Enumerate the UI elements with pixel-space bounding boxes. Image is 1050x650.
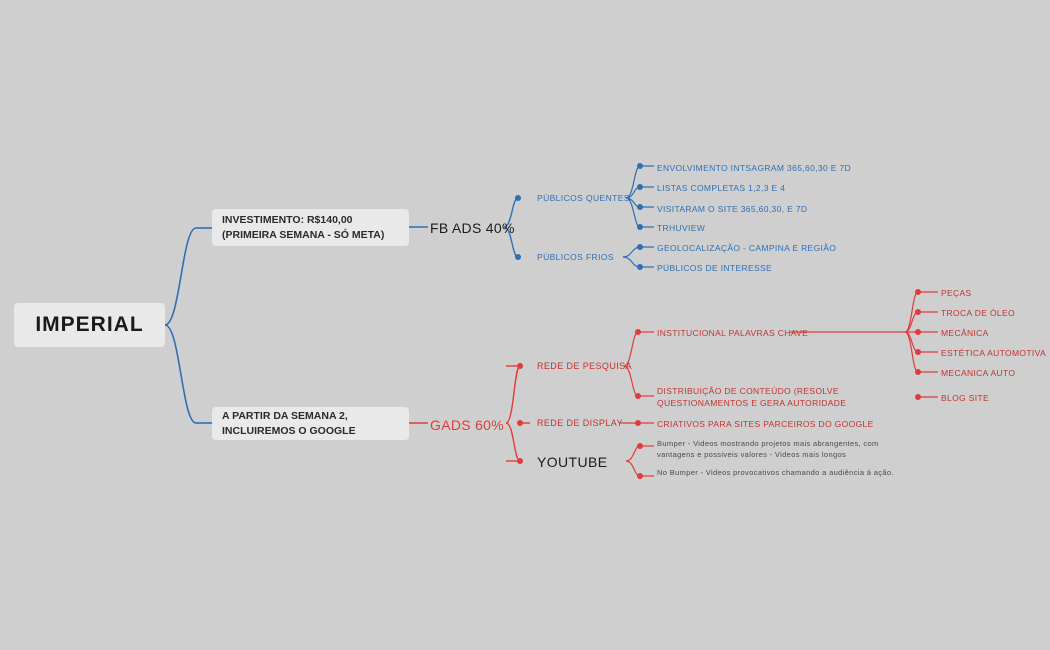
branch-node-investimento[interactable]: [212, 209, 409, 246]
leaf-node[interactable]: LISTAS COMPLETAS 1,2,3 E 4: [657, 183, 786, 193]
connector-dot: [637, 473, 643, 479]
node-gads-label: GADS 60%: [430, 417, 504, 433]
connector-dot: [517, 420, 523, 426]
node-publicos-quentes-label: PÚBLICOS QUENTES: [537, 193, 630, 203]
connector-dot: [515, 195, 521, 201]
root-node-label: IMPERIAL: [35, 313, 144, 336]
leaf-node[interactable]: ENVOLVIMENTO INTSAGRAM 365,60,30 E 7D: [657, 163, 852, 173]
leaf-node[interactable]: PEÇAS: [941, 288, 972, 298]
connector-dot: [635, 329, 641, 335]
leaf-node[interactable]: PÚBLICOS DE INTERESSE: [657, 263, 773, 273]
node-rede-de-pesquisa-label: REDE DE PESQUISA: [537, 361, 632, 371]
connector-dot: [637, 264, 643, 270]
connector-dot: [637, 163, 643, 169]
node-rede-de-pesquisa[interactable]: [537, 361, 632, 371]
node-publicos-frios[interactable]: [537, 252, 614, 262]
leaf-node[interactable]: VISITARAM O SITE 365,60,30, E 7D: [657, 204, 808, 214]
connector-dot: [915, 329, 921, 335]
connector-dot: [637, 443, 643, 449]
leaf-node[interactable]: GEOLOCALIZAÇÃO - CAMPINA E REGIÃO: [657, 243, 837, 253]
connector-dot: [637, 184, 643, 190]
connector-dot: [915, 369, 921, 375]
connector-dot: [637, 244, 643, 250]
leaf-node[interactable]: INSTITUCIONAL PALAVRAS CHAVE: [657, 328, 809, 338]
node-fb-ads[interactable]: [430, 220, 515, 236]
node-rede-de-display-label: REDE DE DISPLAY: [537, 418, 623, 428]
branch-node-google-label: A PARTIR DA SEMANA 2, INCLUIREMOS O GOOGLE: [222, 410, 356, 437]
branch-node-google[interactable]: [212, 407, 409, 440]
connector-dot: [915, 349, 921, 355]
leaf-node[interactable]: Bumper - Videos mostrando projetos mais abrangentes, com vantagens e possiveis valores - Videos mais longos: [657, 439, 879, 459]
connector-dot: [635, 420, 641, 426]
node-publicos-quentes[interactable]: [537, 193, 630, 203]
node-rede-de-display[interactable]: [537, 418, 623, 428]
leaf-node[interactable]: ESTÉTICA AUTOMOTIVA: [941, 348, 1047, 358]
leaf-node[interactable]: BLOG SITE: [941, 393, 990, 403]
leaf-node[interactable]: DISTRIBUIÇÃO DE CONTEÚDO (RESOLVE QUESTIONAMENTOS E GERA AUTORIDADE: [657, 386, 847, 409]
leaf-node[interactable]: MECÂNICA: [941, 328, 989, 338]
connector-dot: [515, 254, 521, 260]
node-fb-ads-label: FB ADS 40%: [430, 220, 515, 236]
connector-dot: [915, 289, 921, 295]
node-youtube[interactable]: [537, 454, 607, 470]
connector-dot: [517, 458, 523, 464]
connector-dot: [637, 204, 643, 210]
leaf-node[interactable]: No Bumper - Videos provocativos chamando a audiência á ação.: [657, 468, 894, 477]
node-publicos-frios-label: PÚBLICOS FRIOS: [537, 252, 614, 262]
leaf-node[interactable]: TRHUVIEW: [657, 223, 706, 233]
connector-dot: [915, 309, 921, 315]
connector-dot: [637, 224, 643, 230]
leaf-node[interactable]: TROCA DE ÓLEO: [941, 308, 1015, 318]
leaf-node[interactable]: MECANICA AUTO: [941, 368, 1016, 378]
branch-node-investimento-label: INVESTIMENTO: R$140,00 (PRIMEIRA SEMANA - SÓ META): [222, 214, 385, 241]
connector-dot: [635, 393, 641, 399]
connector-dot: [915, 394, 921, 400]
leaf-node[interactable]: CRIATIVOS PARA SITES PARCEIROS DO GOOGLE: [657, 419, 874, 429]
root-node[interactable]: [14, 303, 165, 347]
node-gads[interactable]: [430, 417, 504, 433]
node-youtube-label: YOUTUBE: [537, 454, 608, 470]
connector-dot: [517, 363, 523, 369]
